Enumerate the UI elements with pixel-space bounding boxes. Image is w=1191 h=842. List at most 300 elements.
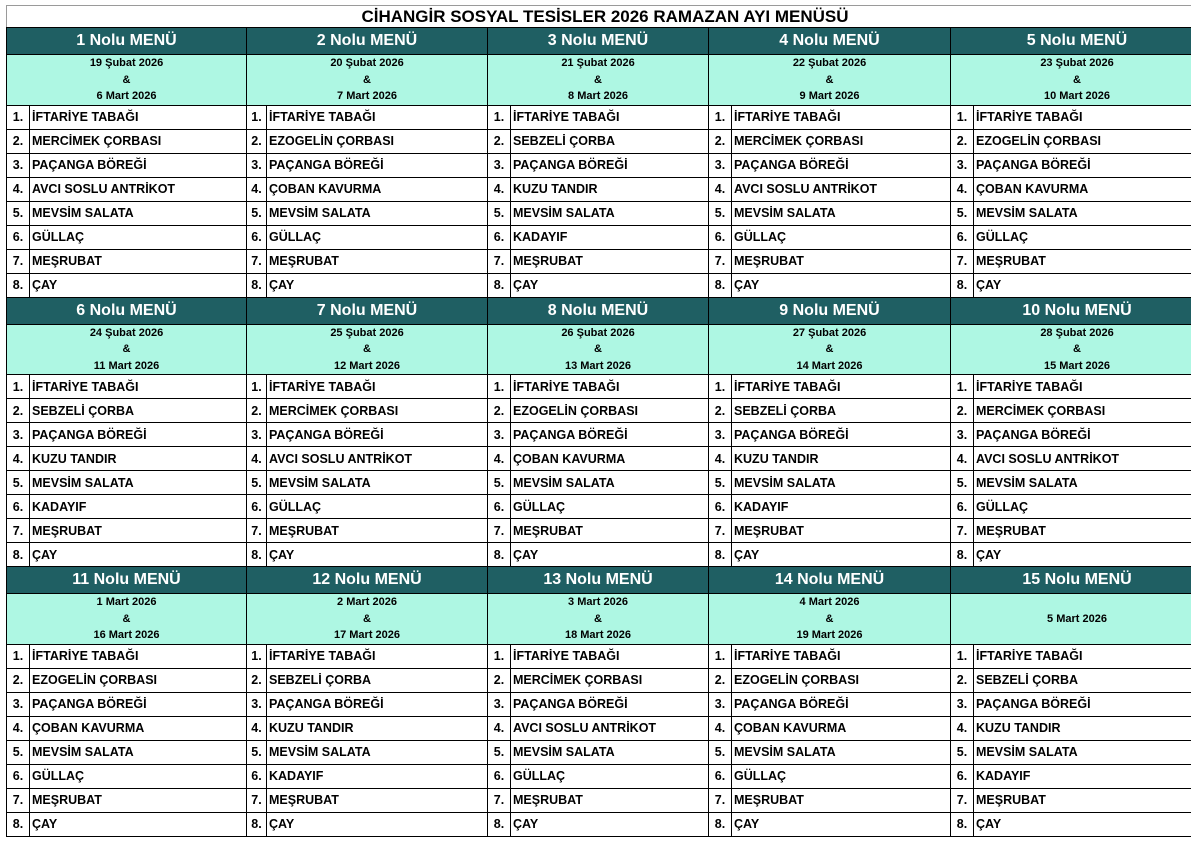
dish-name: İFTARİYE TABAĞI — [511, 105, 709, 129]
item-number: 3. — [488, 692, 511, 716]
menu-title: 8 Nolu MENÜ — [488, 297, 709, 324]
menu-item-row — [7, 740, 1191, 764]
item-number: 3. — [951, 423, 974, 447]
dish-name: İFTARİYE TABAĞI — [267, 644, 488, 668]
menu-dates — [709, 594, 951, 645]
menu-sheet — [6, 5, 1191, 837]
item-number: 7. — [488, 788, 511, 812]
dish-name: MEŞRUBAT — [732, 249, 951, 273]
item-number: 2. — [488, 129, 511, 153]
item-number: 7. — [7, 788, 30, 812]
item-number: 1. — [488, 644, 511, 668]
menu-title: 3 Nolu MENÜ — [488, 28, 709, 55]
dish-name: MEŞRUBAT — [511, 519, 709, 543]
item-number: 2. — [951, 399, 974, 423]
item-number: 8. — [7, 273, 30, 297]
item-number: 4. — [247, 177, 267, 201]
dish-name: EZOGELİN ÇORBASI — [511, 399, 709, 423]
menu-date: 20 Şubat 2026 — [330, 57, 404, 69]
item-number: 7. — [709, 519, 732, 543]
dish-name: İFTARİYE TABAĞI — [974, 644, 1191, 668]
menu-item-row — [7, 177, 1191, 201]
page-title: CİHANGİR SOSYAL TESİSLER 2026 RAMAZAN AYI MENÜSÜ — [7, 6, 1191, 28]
dish-name: İFTARİYE TABAĞI — [30, 105, 247, 129]
item-number: 4. — [488, 177, 511, 201]
dish-name: PAÇANGA BÖREĞİ — [267, 692, 488, 716]
menu-item-row — [7, 423, 1191, 447]
menu-date: 23 Şubat 2026 — [1040, 57, 1114, 69]
dish-name: AVCI SOSLU ANTRİKOT — [30, 177, 247, 201]
item-number: 6. — [488, 495, 511, 519]
item-number: 5. — [709, 740, 732, 764]
item-number: 3. — [7, 423, 30, 447]
item-number: 6. — [488, 764, 511, 788]
dish-name: MEVSİM SALATA — [267, 740, 488, 764]
menu-title: 12 Nolu MENÜ — [247, 567, 488, 594]
menu-dates — [951, 594, 1191, 645]
menu-item-row — [7, 399, 1191, 423]
dish-name: İFTARİYE TABAĞI — [30, 375, 247, 399]
item-number: 1. — [488, 375, 511, 399]
menu-title: 9 Nolu MENÜ — [709, 297, 951, 324]
item-number: 1. — [951, 644, 974, 668]
dish-name: ÇOBAN KAVURMA — [511, 447, 709, 471]
menu-title: 6 Nolu MENÜ — [7, 297, 247, 324]
item-number: 8. — [488, 543, 511, 567]
menu-dates — [488, 55, 709, 106]
dish-name: GÜLLAÇ — [30, 225, 247, 249]
menu-dates — [7, 594, 247, 645]
dish-name: PAÇANGA BÖREĞİ — [974, 692, 1191, 716]
item-number: 1. — [709, 105, 732, 129]
item-number: 2. — [247, 399, 267, 423]
item-number: 1. — [7, 375, 30, 399]
dish-name: MEŞRUBAT — [732, 788, 951, 812]
item-number: 2. — [488, 399, 511, 423]
dish-name: İFTARİYE TABAĞI — [732, 644, 951, 668]
dish-name: AVCI SOSLU ANTRİKOT — [732, 177, 951, 201]
dish-name: MEŞRUBAT — [511, 249, 709, 273]
menu-date: 8 Mart 2026 — [568, 90, 628, 102]
dish-name: MEVSİM SALATA — [267, 201, 488, 225]
dish-name: PAÇANGA BÖREĞİ — [974, 153, 1191, 177]
item-number: 6. — [7, 495, 30, 519]
menu-date: 25 Şubat 2026 — [330, 326, 404, 339]
menu-dates — [709, 55, 951, 106]
dish-name: MEŞRUBAT — [267, 788, 488, 812]
dish-name: MERCİMEK ÇORBASI — [267, 399, 488, 423]
item-number: 4. — [7, 447, 30, 471]
dish-name: KUZU TANDIR — [30, 447, 247, 471]
item-number: 8. — [7, 543, 30, 567]
dish-name: GÜLLAÇ — [30, 764, 247, 788]
dish-name: İFTARİYE TABAĞI — [267, 375, 488, 399]
menu-title: 4 Nolu MENÜ — [709, 28, 951, 55]
menu-dates — [951, 324, 1191, 375]
item-number: 1. — [7, 105, 30, 129]
dish-name: MERCİMEK ÇORBASI — [974, 399, 1191, 423]
item-number: 8. — [709, 273, 732, 297]
item-number: 6. — [951, 225, 974, 249]
dish-name: PAÇANGA BÖREĞİ — [30, 153, 247, 177]
dish-name: PAÇANGA BÖREĞİ — [732, 423, 951, 447]
date-separator: & — [363, 73, 371, 86]
item-number: 4. — [247, 447, 267, 471]
menu-item-row — [7, 273, 1191, 297]
dish-name: GÜLLAÇ — [511, 495, 709, 519]
dish-name: PAÇANGA BÖREĞİ — [974, 423, 1191, 447]
item-number: 8. — [247, 812, 267, 836]
menu-title: 2 Nolu MENÜ — [247, 28, 488, 55]
menu-date: 21 Şubat 2026 — [561, 57, 635, 69]
dish-name: MERCİMEK ÇORBASI — [30, 129, 247, 153]
date-separator: & — [122, 73, 131, 86]
item-number: 1. — [247, 375, 267, 399]
menu-date: 3 Mart 2026 — [568, 596, 628, 608]
item-number: 2. — [709, 129, 732, 153]
dish-name: ÇAY — [732, 273, 951, 297]
dish-name: ÇAY — [267, 543, 488, 567]
item-number: 8. — [247, 273, 267, 297]
item-number: 6. — [247, 225, 267, 249]
item-number: 4. — [7, 177, 30, 201]
item-number: 2. — [488, 668, 511, 692]
dish-name: MEŞRUBAT — [267, 519, 488, 543]
item-number: 6. — [709, 764, 732, 788]
dish-name: MEŞRUBAT — [30, 249, 247, 273]
item-number: 7. — [951, 519, 974, 543]
date-separator: & — [1073, 73, 1081, 86]
item-number: 2. — [247, 668, 267, 692]
menu-date: 18 Mart 2026 — [564, 629, 632, 641]
dish-name: AVCI SOSLU ANTRİKOT — [974, 447, 1191, 471]
menu-date: 24 Şubat 2026 — [89, 326, 164, 339]
dish-name: EZOGELİN ÇORBASI — [267, 129, 488, 153]
menu-item-row — [7, 812, 1191, 836]
item-number: 5. — [488, 471, 511, 495]
dish-name: İFTARİYE TABAĞI — [732, 105, 951, 129]
menu-date: 5 Mart 2026 — [1047, 612, 1107, 625]
dish-name: MEVSİM SALATA — [267, 471, 488, 495]
item-number: 7. — [247, 519, 267, 543]
menu-dates — [7, 324, 247, 375]
item-number: 5. — [7, 471, 30, 495]
dish-name: ÇAY — [30, 543, 247, 567]
item-number: 5. — [247, 471, 267, 495]
item-number: 1. — [247, 644, 267, 668]
dish-name: PAÇANGA BÖREĞİ — [511, 423, 709, 447]
item-number: 6. — [7, 764, 30, 788]
item-number: 7. — [7, 249, 30, 273]
item-number: 7. — [488, 249, 511, 273]
dish-name: MEVSİM SALATA — [974, 201, 1191, 225]
dish-name: MEŞRUBAT — [974, 788, 1191, 812]
item-number: 2. — [7, 129, 30, 153]
menu-title: 5 Nolu MENÜ — [951, 28, 1191, 55]
dish-name: KUZU TANDIR — [974, 716, 1191, 740]
item-number: 7. — [488, 519, 511, 543]
dish-name: İFTARİYE TABAĞI — [974, 375, 1191, 399]
dish-name: EZOGELİN ÇORBASI — [974, 129, 1191, 153]
dish-name: İFTARİYE TABAĞI — [511, 375, 709, 399]
menu-date: 27 Şubat 2026 — [792, 326, 867, 339]
menu-dates — [488, 594, 709, 645]
menu-date: 2 Mart 2026 — [337, 596, 397, 608]
dish-name: SEBZELİ ÇORBA — [974, 668, 1191, 692]
item-number: 5. — [951, 201, 974, 225]
menu-item-row — [7, 543, 1191, 567]
item-number: 5. — [709, 471, 732, 495]
item-number: 7. — [709, 788, 732, 812]
item-number: 1. — [951, 105, 974, 129]
item-number: 6. — [247, 495, 267, 519]
item-number: 3. — [488, 423, 511, 447]
dish-name: EZOGELİN ÇORBASI — [732, 668, 951, 692]
item-number: 3. — [709, 692, 732, 716]
dish-name: MEŞRUBAT — [511, 788, 709, 812]
dish-name: İFTARİYE TABAĞI — [267, 105, 488, 129]
item-number: 7. — [247, 249, 267, 273]
dish-name: SEBZELİ ÇORBA — [30, 399, 247, 423]
dish-name: ÇOBAN KAVURMA — [267, 177, 488, 201]
item-number: 3. — [247, 692, 267, 716]
menu-date: 22 Şubat 2026 — [792, 57, 867, 69]
menu-item-row — [7, 105, 1191, 129]
item-number: 6. — [7, 225, 30, 249]
title-row — [7, 6, 1191, 28]
item-number: 5. — [951, 740, 974, 764]
dish-name: GÜLLAÇ — [511, 764, 709, 788]
date-separator: & — [825, 612, 834, 625]
menu-date: 6 Mart 2026 — [96, 90, 157, 102]
dish-name: AVCI SOSLU ANTRİKOT — [267, 447, 488, 471]
dish-name: MEŞRUBAT — [974, 519, 1191, 543]
item-number: 2. — [709, 399, 732, 423]
item-number: 6. — [951, 495, 974, 519]
item-number: 3. — [951, 692, 974, 716]
dish-name: MEVSİM SALATA — [30, 471, 247, 495]
item-number: 4. — [247, 716, 267, 740]
date-separator: & — [825, 73, 834, 86]
dish-name: İFTARİYE TABAĞI — [732, 375, 951, 399]
item-number: 3. — [951, 153, 974, 177]
menu-item-row — [7, 201, 1191, 225]
item-number: 3. — [709, 423, 732, 447]
item-number: 8. — [7, 812, 30, 836]
dish-name: PAÇANGA BÖREĞİ — [732, 153, 951, 177]
dish-name: ÇOBAN KAVURMA — [732, 716, 951, 740]
menu-item-row — [7, 495, 1191, 519]
menu-date: 13 Mart 2026 — [564, 359, 632, 372]
menu-sheet-body — [7, 6, 1191, 837]
date-separator: & — [1073, 343, 1081, 355]
item-number: 8. — [488, 273, 511, 297]
menu-date: 19 Şubat 2026 — [89, 57, 164, 69]
menu-item-row — [7, 644, 1191, 668]
item-number: 4. — [7, 716, 30, 740]
date-separator: & — [363, 612, 371, 625]
dish-name: GÜLLAÇ — [267, 495, 488, 519]
dish-name: KADAYIF — [974, 764, 1191, 788]
menu-dates — [709, 324, 951, 375]
dish-name: GÜLLAÇ — [267, 225, 488, 249]
menu-date: 19 Mart 2026 — [796, 629, 863, 641]
date-separator: & — [594, 612, 602, 625]
item-number: 8. — [709, 543, 732, 567]
dish-name: GÜLLAÇ — [974, 495, 1191, 519]
item-number: 5. — [247, 201, 267, 225]
menu-dates — [7, 55, 247, 106]
item-number: 5. — [7, 201, 30, 225]
menu-header-row — [7, 567, 1191, 594]
item-number: 2. — [951, 668, 974, 692]
dish-name: AVCI SOSLU ANTRİKOT — [511, 716, 709, 740]
item-number: 8. — [488, 812, 511, 836]
dish-name: ÇAY — [30, 273, 247, 297]
date-separator: & — [594, 343, 602, 355]
date-separator: & — [594, 73, 602, 86]
menu-title: 15 Nolu MENÜ — [951, 567, 1191, 594]
dish-name: MERCİMEK ÇORBASI — [511, 668, 709, 692]
dish-name: İFTARİYE TABAĞI — [974, 105, 1191, 129]
menu-dates — [488, 324, 709, 375]
dish-name: PAÇANGA BÖREĞİ — [732, 692, 951, 716]
item-number: 2. — [951, 129, 974, 153]
item-number: 6. — [488, 225, 511, 249]
dish-name: MEŞRUBAT — [30, 519, 247, 543]
item-number: 1. — [488, 105, 511, 129]
menu-item-row — [7, 668, 1191, 692]
menu-date: 7 Mart 2026 — [337, 90, 397, 102]
dish-name: EZOGELİN ÇORBASI — [30, 668, 247, 692]
menu-dates — [247, 55, 488, 106]
dish-name: GÜLLAÇ — [974, 225, 1191, 249]
dish-name: ÇAY — [30, 812, 247, 836]
dish-name: MEŞRUBAT — [30, 788, 247, 812]
menu-date: 9 Mart 2026 — [799, 90, 860, 102]
menu-title: 1 Nolu MENÜ — [7, 28, 247, 55]
item-number: 4. — [488, 447, 511, 471]
item-number: 4. — [709, 177, 732, 201]
dish-name: KADAYIF — [511, 225, 709, 249]
menu-item-row — [7, 225, 1191, 249]
dish-name: ÇAY — [511, 273, 709, 297]
dish-name: MEŞRUBAT — [974, 249, 1191, 273]
item-number: 1. — [247, 105, 267, 129]
date-separator: & — [122, 343, 131, 355]
menu-title: 10 Nolu MENÜ — [951, 297, 1191, 324]
dish-name: SEBZELİ ÇORBA — [511, 129, 709, 153]
menu-item-row — [7, 249, 1191, 273]
item-number: 5. — [488, 201, 511, 225]
dish-name: KUZU TANDIR — [511, 177, 709, 201]
date-separator: & — [363, 343, 371, 355]
dish-name: KADAYIF — [267, 764, 488, 788]
menu-item-row — [7, 447, 1191, 471]
menu-date: 10 Mart 2026 — [1043, 90, 1111, 102]
dish-name: MEVSİM SALATA — [974, 471, 1191, 495]
menu-header-row — [7, 28, 1191, 55]
dish-name: PAÇANGA BÖREĞİ — [30, 423, 247, 447]
menu-date: 11 Mart 2026 — [93, 359, 160, 372]
menu-item-row — [7, 129, 1191, 153]
item-number: 1. — [709, 375, 732, 399]
dish-name: MEVSİM SALATA — [974, 740, 1191, 764]
menu-date-row — [7, 594, 1191, 645]
menu-title: 14 Nolu MENÜ — [709, 567, 951, 594]
item-number: 3. — [7, 692, 30, 716]
menu-item-row — [7, 788, 1191, 812]
item-number: 3. — [247, 423, 267, 447]
item-number: 8. — [951, 273, 974, 297]
dish-name: PAÇANGA BÖREĞİ — [30, 692, 247, 716]
menu-item-row — [7, 764, 1191, 788]
menu-date-row — [7, 324, 1191, 375]
item-number: 6. — [247, 764, 267, 788]
dish-name: GÜLLAÇ — [732, 764, 951, 788]
dish-name: PAÇANGA BÖREĞİ — [511, 153, 709, 177]
dish-name: PAÇANGA BÖREĞİ — [511, 692, 709, 716]
item-number: 6. — [709, 495, 732, 519]
item-number: 7. — [951, 788, 974, 812]
menu-item-row — [7, 716, 1191, 740]
dish-name: GÜLLAÇ — [732, 225, 951, 249]
item-number: 4. — [709, 447, 732, 471]
menu-date: 16 Mart 2026 — [93, 629, 160, 641]
item-number: 6. — [951, 764, 974, 788]
menu-date: 15 Mart 2026 — [1043, 359, 1111, 372]
menu-date: 17 Mart 2026 — [333, 629, 401, 641]
dish-name: İFTARİYE TABAĞI — [511, 644, 709, 668]
menu-dates — [951, 55, 1191, 106]
menu-item-row — [7, 692, 1191, 716]
menu-date-row — [7, 55, 1191, 106]
item-number: 4. — [488, 716, 511, 740]
menu-dates — [247, 594, 488, 645]
item-number: 5. — [709, 201, 732, 225]
item-number: 3. — [488, 153, 511, 177]
item-number: 5. — [488, 740, 511, 764]
item-number: 3. — [7, 153, 30, 177]
dish-name: İFTARİYE TABAĞI — [30, 644, 247, 668]
dish-name: MEVSİM SALATA — [30, 740, 247, 764]
menu-date: 26 Şubat 2026 — [561, 326, 635, 339]
dish-name: MEVSİM SALATA — [30, 201, 247, 225]
menu-item-row — [7, 375, 1191, 399]
dish-name: PAÇANGA BÖREĞİ — [267, 153, 488, 177]
menu-title: 11 Nolu MENÜ — [7, 567, 247, 594]
item-number: 3. — [709, 153, 732, 177]
dish-name: MERCİMEK ÇORBASI — [732, 129, 951, 153]
item-number: 7. — [247, 788, 267, 812]
item-number: 8. — [951, 812, 974, 836]
dish-name: MEVSİM SALATA — [511, 740, 709, 764]
item-number: 1. — [951, 375, 974, 399]
item-number: 7. — [951, 249, 974, 273]
item-number: 4. — [709, 716, 732, 740]
menu-dates — [247, 324, 488, 375]
dish-name: PAÇANGA BÖREĞİ — [267, 423, 488, 447]
dish-name: SEBZELİ ÇORBA — [267, 668, 488, 692]
dish-name: KADAYIF — [30, 495, 247, 519]
dish-name: ÇAY — [511, 812, 709, 836]
menu-date: 14 Mart 2026 — [796, 359, 863, 372]
item-number: 5. — [7, 740, 30, 764]
dish-name: MEVSİM SALATA — [732, 471, 951, 495]
dish-name: ÇAY — [974, 273, 1191, 297]
item-number: 2. — [709, 668, 732, 692]
dish-name: MEVSİM SALATA — [732, 740, 951, 764]
